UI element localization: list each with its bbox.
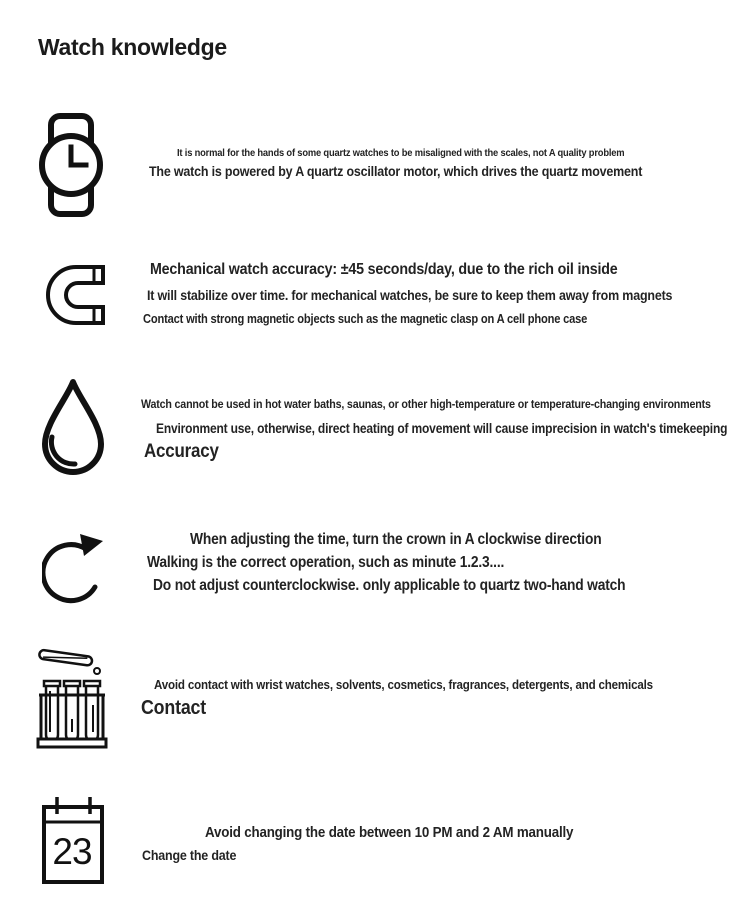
section-5-text: Avoid contact with wrist watches, solvents, cosmetics, fragrances, detergents, and chemicals [154,677,653,692]
magnet-icon [45,262,107,328]
clockwise-arrow-icon [42,526,108,604]
page-title: Watch knowledge [38,34,227,60]
section-3-note: Watch cannot be used in hot water baths, saunas, or other high-temperature or temperature-changing environments [141,397,711,411]
section-3-headline: Accuracy [144,441,219,462]
section-2-text: It will stabilize over time. for mechanical watches, be sure to keep them away from magnets [147,287,673,303]
section-5-headline: Contact [141,697,207,719]
water-drop-icon [38,377,108,477]
section-4-text: Walking is the correct operation, such as minute 1.2.3.... [147,554,505,571]
calendar-day-number: 23 [52,831,92,872]
section-1-text: The watch is powered by A quartz oscillator motor, which drives the quartz movement [149,163,643,179]
section-6-text: Change the date [142,847,237,863]
section-4-headline: When adjusting the time, turn the crown in A clockwise direction [190,531,602,548]
calendar-icon [42,795,108,886]
section-2-note: Contact with strong magnetic objects such as the magnetic clasp on A cell phone case [143,312,588,326]
test-tubes-icon [36,647,108,751]
section-3-text: Environment use, otherwise, direct heating of movement will cause imprecision in watch's timekeeping [156,421,728,436]
section-4-note: Do not adjust counterclockwise. only applicable to quartz two-hand watch [153,577,626,594]
section-2-headline: Mechanical watch accuracy: ±45 seconds/day, due to the rich oil inside [150,261,618,278]
section-1-note: It is normal for the hands of some quartz watches to be misaligned with the scales, not A quality problem [177,147,625,159]
watch-icon [38,113,104,217]
section-6-headline: Avoid changing the date between 10 PM and 2 AM manually [205,824,574,841]
